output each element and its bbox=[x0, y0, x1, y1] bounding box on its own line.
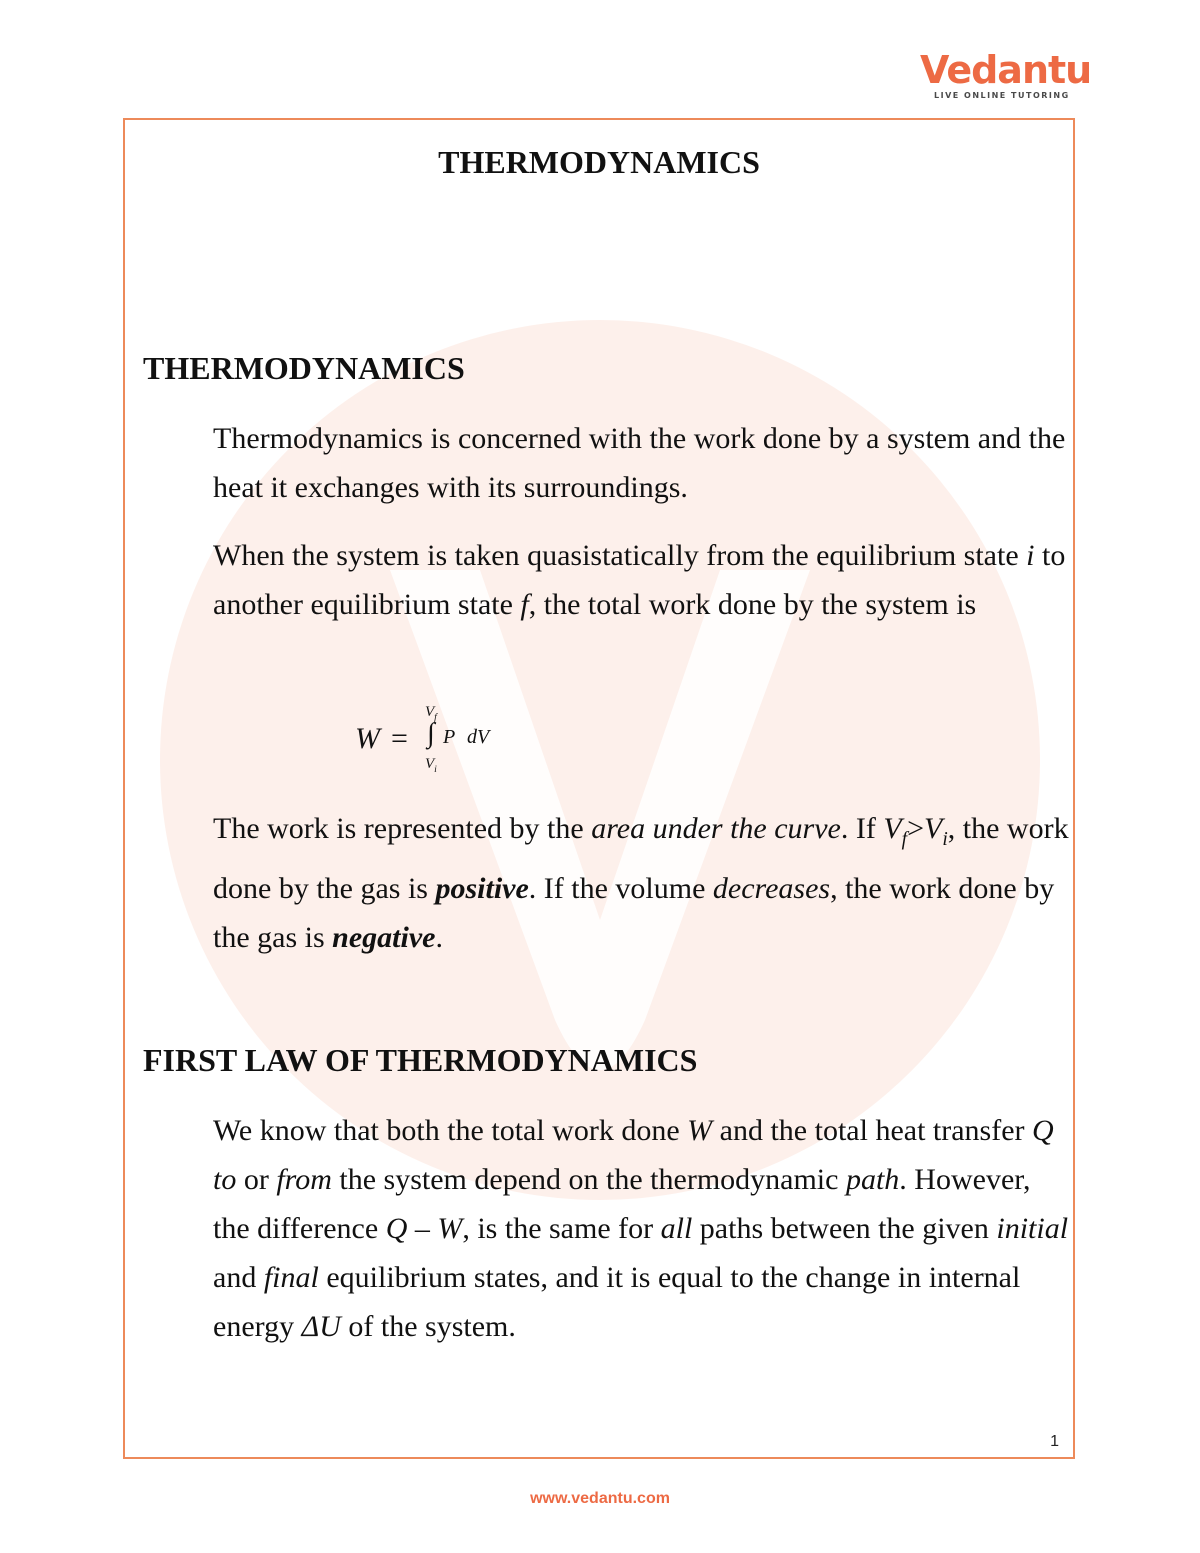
logo-tagline: LIVE ONLINE TUTORING bbox=[934, 91, 1070, 100]
section-heading-thermodynamics: THERMODYNAMICS bbox=[143, 350, 465, 386]
work-integral-formula: W = $V_f$ ∫ $V_i$ P dV bbox=[355, 704, 490, 775]
page-frame bbox=[123, 118, 1075, 1459]
section-heading-first-law: FIRST LAW OF THERMODYNAMICS bbox=[143, 1042, 698, 1078]
integral-sign: ∫ bbox=[427, 718, 435, 749]
logo-wordmark: Vedantu bbox=[920, 48, 1092, 92]
paragraph-quasistatic: When the system is taken quasistatically from the equilibrium state i to another equilibrium state f, the total work done by the system is bbox=[213, 539, 1066, 621]
page-content bbox=[125, 120, 1073, 1457]
footer-website-link[interactable]: www.vedantu.com bbox=[530, 1490, 670, 1507]
paragraph-work-sign: The work is represented by the area under the curve. If $V_f>V_i$, the work done by the gas is positive. If the volume decreases, the work done by the gas is negative. bbox=[213, 812, 1069, 954]
document-title: THERMODYNAMICS bbox=[438, 144, 760, 180]
paragraph-definition: Thermodynamics is concerned with the work done by a system and the heat it exchanges with its surroundings. bbox=[213, 422, 1066, 504]
vedantu-logo bbox=[920, 48, 1092, 110]
paragraph-first-law: We know that both the total work done W and the total heat transfer Q to or from the system depend on the thermodynamic path. However, the difference Q – W, is the same for all paths between the given initial and final equilibrium states, and it is equal to the change in internal energy ΔU of the system. bbox=[213, 1114, 1069, 1343]
page-number: 1 bbox=[1050, 1433, 1059, 1450]
